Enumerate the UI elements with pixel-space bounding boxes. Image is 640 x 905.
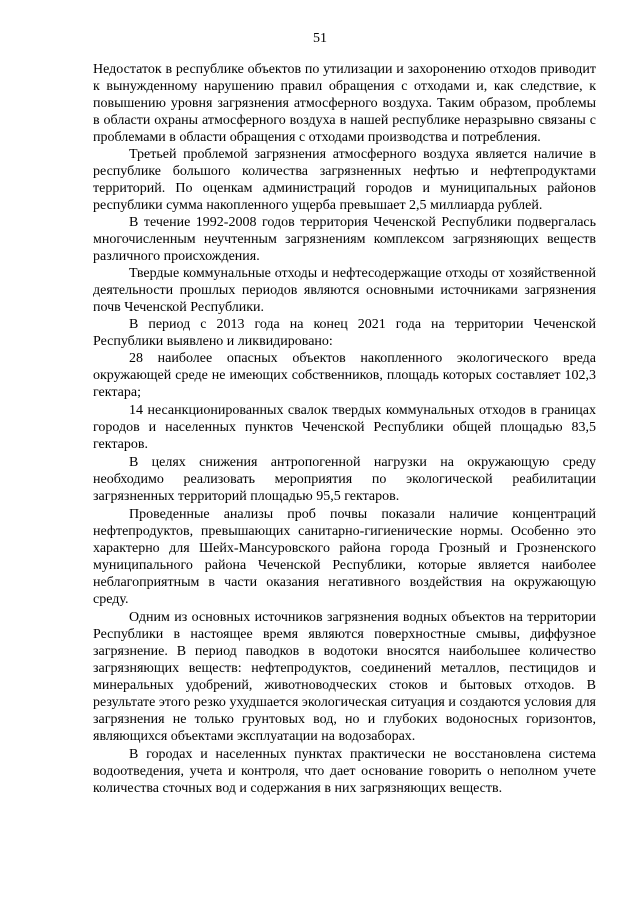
paragraph-historical-pollution: В течение 1992-2008 годов территория Чеченской Республики подвергалась многочисленным неучтенным загрязнениям комплексом загрязняющих веществ различного происхождения. <box>93 215 596 264</box>
paragraph-water-pollution: Одним из основных источников загрязнения водных объектов на территории Республики в настоящее время являются поверхностные смывы, диффузное загрязнение. В период паводков в водотоки вносятся наибольшее количество загрязняющих веществ: нефтепродуктов, соединений металлов, пестицидов и минеральных удобрений, животноводческих стоков и бытовых отходов. В результате этого резко ухудшается экологическая ситуация и создаются условия для загрязнения не только грунтовых вод, но и глубоких водоносных горизонтов, являющихся объектами эксплуатации на водозаборах. <box>93 610 596 744</box>
page-number: 51 <box>313 31 327 46</box>
paragraph-liquidation-period: В период с 2013 года на конец 2021 года на территории Чеченской Республики выявлено и ликвидировано: <box>93 317 596 349</box>
paragraph-wastewater: В городах и населенных пунктах практически не восстановлена система водоотведения, учета и контроля, что дает основание говорить о неполном учете количества сточных вод и содержания в них загрязняющих веществ. <box>93 747 596 796</box>
paragraph-rehabilitation: В целях снижения антропогенной нагрузки на окружающую среду необходимо реализовать мероприятия по экологической реабилитации загрязненных территорий площадью 95,5 гектаров. <box>93 455 596 504</box>
page-body <box>93 61 596 797</box>
paragraph-soil-sources: Твердые коммунальные отходы и нефтесодержащие отходы от хозяйственной деятельности прошлых периодов являются основными источниками загрязнения почв Чеченской Республики. <box>93 266 596 315</box>
paragraph-soil-analysis: Проведенные анализы проб почвы показали наличие концентраций нефтепродуктов, превышающих санитарно-гигиенические нормы. Особенно это характерно для Шейх-Мансуровского района города Грозный и Грозненского муниципального района Чеченской Республики, которые является наиболее неблагоприятным в части оказания негативного воздействия на окружающую среду. <box>93 507 596 607</box>
paragraph-hazardous-objects: 28 наиболее опасных объектов накопленного экологического вреда окружающей среде не имеющих собственников, площадь которых составляет 102,3 гектара; <box>93 351 596 400</box>
paragraph-illegal-dumps: 14 несанкционированных свалок твердых коммунальных отходов в границах городов и населенных пунктов Чеченской Республики общей площадью 83,5 гектаров. <box>93 403 596 452</box>
paragraph-oil-contamination: Третьей проблемой загрязнения атмосферного воздуха является наличие в республике большого количества загрязненных нефтью и нефтепродуктами территорий. По оценкам администраций городов и муниципальных районов республики сумма накопленного ущерба превышает 2,5 миллиарда рублей. <box>93 147 596 213</box>
paragraph-waste-disposal: Недостаток в республике объектов по утилизации и захоронению отходов приводит к вынужденному нарушению правил обращения с отходами и, как следствие, к повышению уровня загрязнения атмосферного воздуха. Таким образом, проблемы в области охраны атмосферного воздуха в нашей республике неразрывно связаны с проблемами в области обращения с отходами производства и потребления. <box>93 62 596 145</box>
